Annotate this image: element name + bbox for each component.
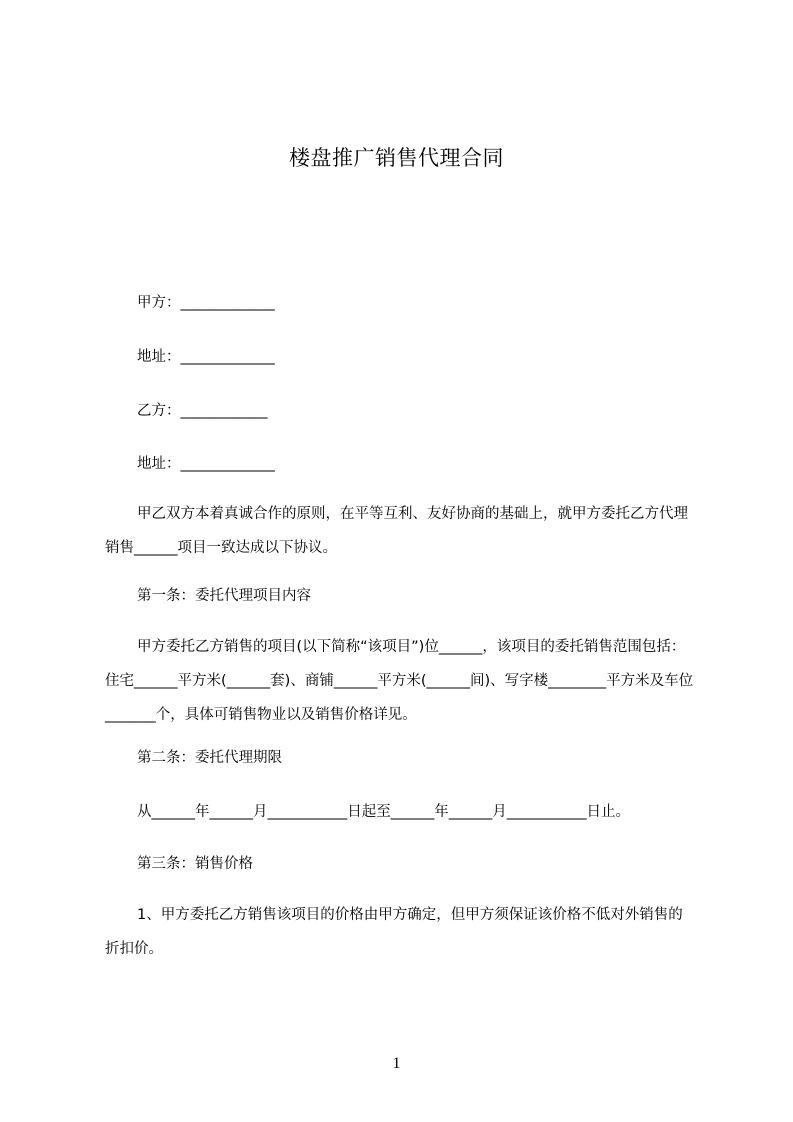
article3-heading: 第三条：销售价格 [137, 856, 253, 872]
party-b-address-line: 地址：_____________ [137, 456, 275, 472]
document-title: 楼盘推广销售代理合同 [289, 146, 504, 170]
party-a-address-line: 地址：_____________ [137, 349, 275, 365]
party-b-line: 乙方：____________ [137, 403, 268, 419]
article2-heading: 第二条：委托代理期限 [137, 750, 282, 766]
intro-paragraph: 甲乙双方本着真诚合作的原则，在平等互利、友好协商的基础上，就甲方委托乙方代理销售______项目一致达成以下协议。 [105, 506, 688, 556]
article2-paragraph: 从______年______月___________日起至______年______月___________日止。 [137, 804, 630, 820]
article3-item1: 1、甲方委托乙方销售该项目的价格由甲方确定，但甲方须保证该价格不低对外销售的折扣价。 [105, 907, 683, 957]
party-a-line: 甲方：_____________ [137, 295, 275, 311]
page-number: 1 [392, 1055, 401, 1072]
article1-heading: 第一条：委托代理项目内容 [137, 588, 311, 604]
article1-paragraph: 甲方委托乙方销售的项目(以下简称“该项目”)位______，该项目的委托销售范围包括：住宅______平方米(______套)、商铺______平方米(______间)、写字楼________平方米及车位_______个，具体可销售物业以及销售价格详见。 [105, 639, 694, 723]
